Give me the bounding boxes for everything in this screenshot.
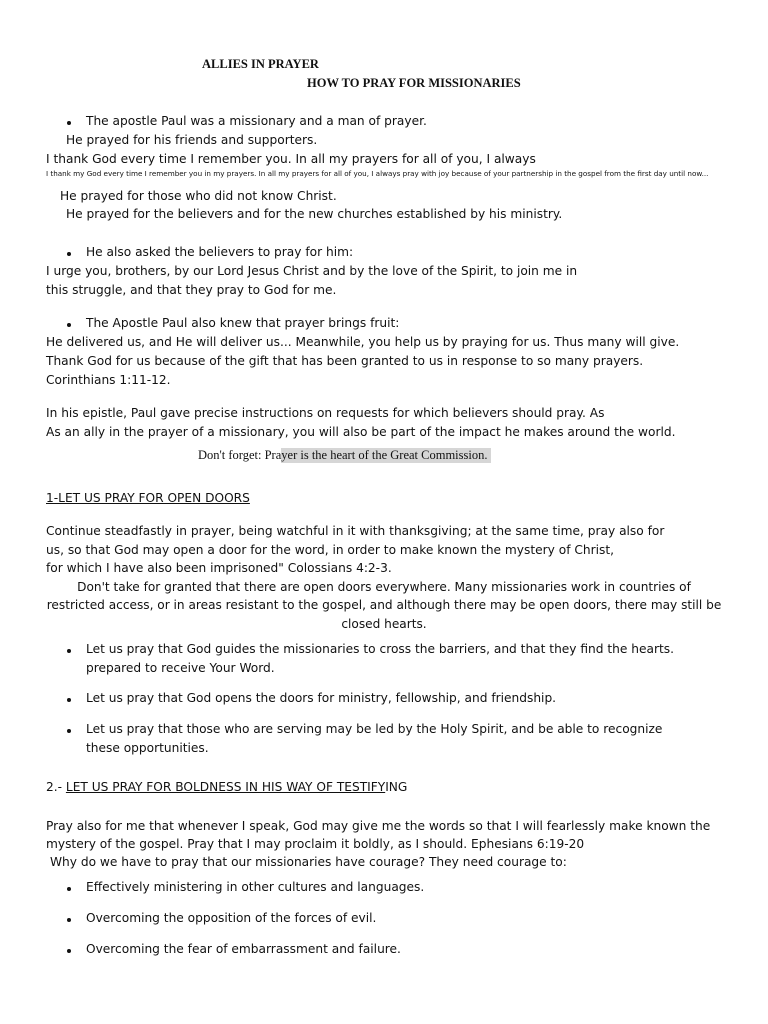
bullet-icon — [67, 252, 71, 256]
section1-centered: closed hearts. — [341, 617, 427, 631]
section-heading-boldness — [46, 781, 407, 793]
list-item: Effectively ministering in other cultures and languages. — [86, 880, 425, 894]
list-item: Let us pray that God opens the doors for ministry, fellowship, and friendship. — [86, 691, 557, 705]
intro-line: He prayed for those who did not know Christ. — [60, 189, 337, 203]
section2-heading-rest: ING — [385, 780, 408, 794]
dont-forget-note — [198, 449, 487, 462]
section1-centered: restricted access, or in areas resistant to the gospel, and although there may be open doors, there may still be — [46, 598, 722, 612]
bullet-icon — [67, 121, 71, 125]
section1-paragraph: us, so that God may open a door for the word, in order to make known the mystery of Christ, — [46, 543, 614, 557]
intro-line: He prayed for his friends and supporters. — [66, 133, 318, 147]
dont-forget-highlight: er is the heart of the Great Commission. — [287, 448, 488, 462]
intro-quote: I thank God every time I remember you. In all my prayers for all of you, I always — [46, 152, 536, 166]
bullet-icon — [67, 323, 71, 327]
section1-paragraph: for which I have also been imprisoned" Colossians 4:2-3. — [46, 561, 392, 575]
list-item: Let us pray that God guides the missionaries to cross the barriers, and that they find the hearts. — [86, 642, 674, 656]
page-title: ALLIES IN PRAYER — [202, 57, 319, 71]
asked-bullet: He also asked the believers to pray for him: — [86, 245, 354, 259]
list-item: Overcoming the opposition of the forces of evil. — [86, 911, 377, 925]
fruit-quote: He delivered us, and He will deliver us... Meanwhile, you help us by praying for us. Thus many will give. — [46, 335, 680, 349]
bullet-icon — [67, 887, 71, 891]
bullet-icon — [67, 949, 71, 953]
dont-forget-lead: Don't forget: Pray — [198, 448, 288, 462]
section-heading-open-doors: 1-LET US PRAY FOR OPEN DOORS — [46, 491, 250, 505]
asked-quote: this struggle, and that they pray to God for me. — [46, 283, 337, 297]
list-item: these opportunities. — [86, 741, 209, 755]
page-subtitle: HOW TO PRAY FOR MISSIONARIES — [307, 76, 521, 90]
bullet-icon — [67, 698, 71, 702]
intro-bullet: The apostle Paul was a missionary and a man of prayer. — [86, 114, 427, 128]
section1-paragraph: Continue steadfastly in prayer, being watchful in it with thanksgiving; at the same time, pray also for — [46, 524, 665, 538]
bullet-icon — [67, 729, 71, 733]
epistle-text: As an ally in the prayer of a missionary, you will also be part of the impact he makes around the world. — [46, 425, 676, 439]
section1-centered: Don't take for granted that there are open doors everywhere. Many missionaries work in countries of — [77, 580, 691, 594]
section2-paragraph: Pray also for me that whenever I speak, God may give me the words so that I will fearlessly make known the — [46, 819, 711, 833]
section2-paragraph: Why do we have to pray that our missionaries have courage? They need courage to: — [50, 855, 567, 869]
section2-heading-underlined: LET US PRAY FOR BOLDNESS IN HIS WAY OF TESTIFY — [65, 780, 386, 794]
bullet-icon — [67, 649, 71, 653]
section2-number: 2.- — [46, 780, 66, 794]
list-item: prepared to receive Your Word. — [86, 661, 275, 675]
section2-paragraph: mystery of the gospel. Pray that I may proclaim it boldly, as I should. Ephesians 6:19-20 — [46, 837, 585, 851]
intro-quote-small: I thank my God every time I remember you in my prayers. In all my prayers for all of you, I always pray with joy because of your partnership in the gospel from the first day until now... — [46, 169, 709, 178]
asked-quote: I urge you, brothers, by our Lord Jesus Christ and by the love of the Spirit, to join me in — [46, 264, 578, 278]
bullet-icon — [67, 918, 71, 922]
list-item: Let us pray that those who are serving may be led by the Holy Spirit, and be able to recognize — [86, 722, 663, 736]
fruit-quote: Thank God for us because of the gift that has been granted to us in response to so many prayers. — [46, 354, 644, 368]
fruit-bullet: The Apostle Paul also knew that prayer brings fruit: — [86, 316, 400, 330]
list-item: Overcoming the fear of embarrassment and failure. — [86, 942, 401, 956]
epistle-text: In his epistle, Paul gave precise instructions on requests for which believers should pray. As — [46, 406, 605, 420]
fruit-reference: Corinthians 1:11-12. — [46, 373, 171, 387]
intro-line: He prayed for the believers and for the new churches established by his ministry. — [66, 207, 563, 221]
